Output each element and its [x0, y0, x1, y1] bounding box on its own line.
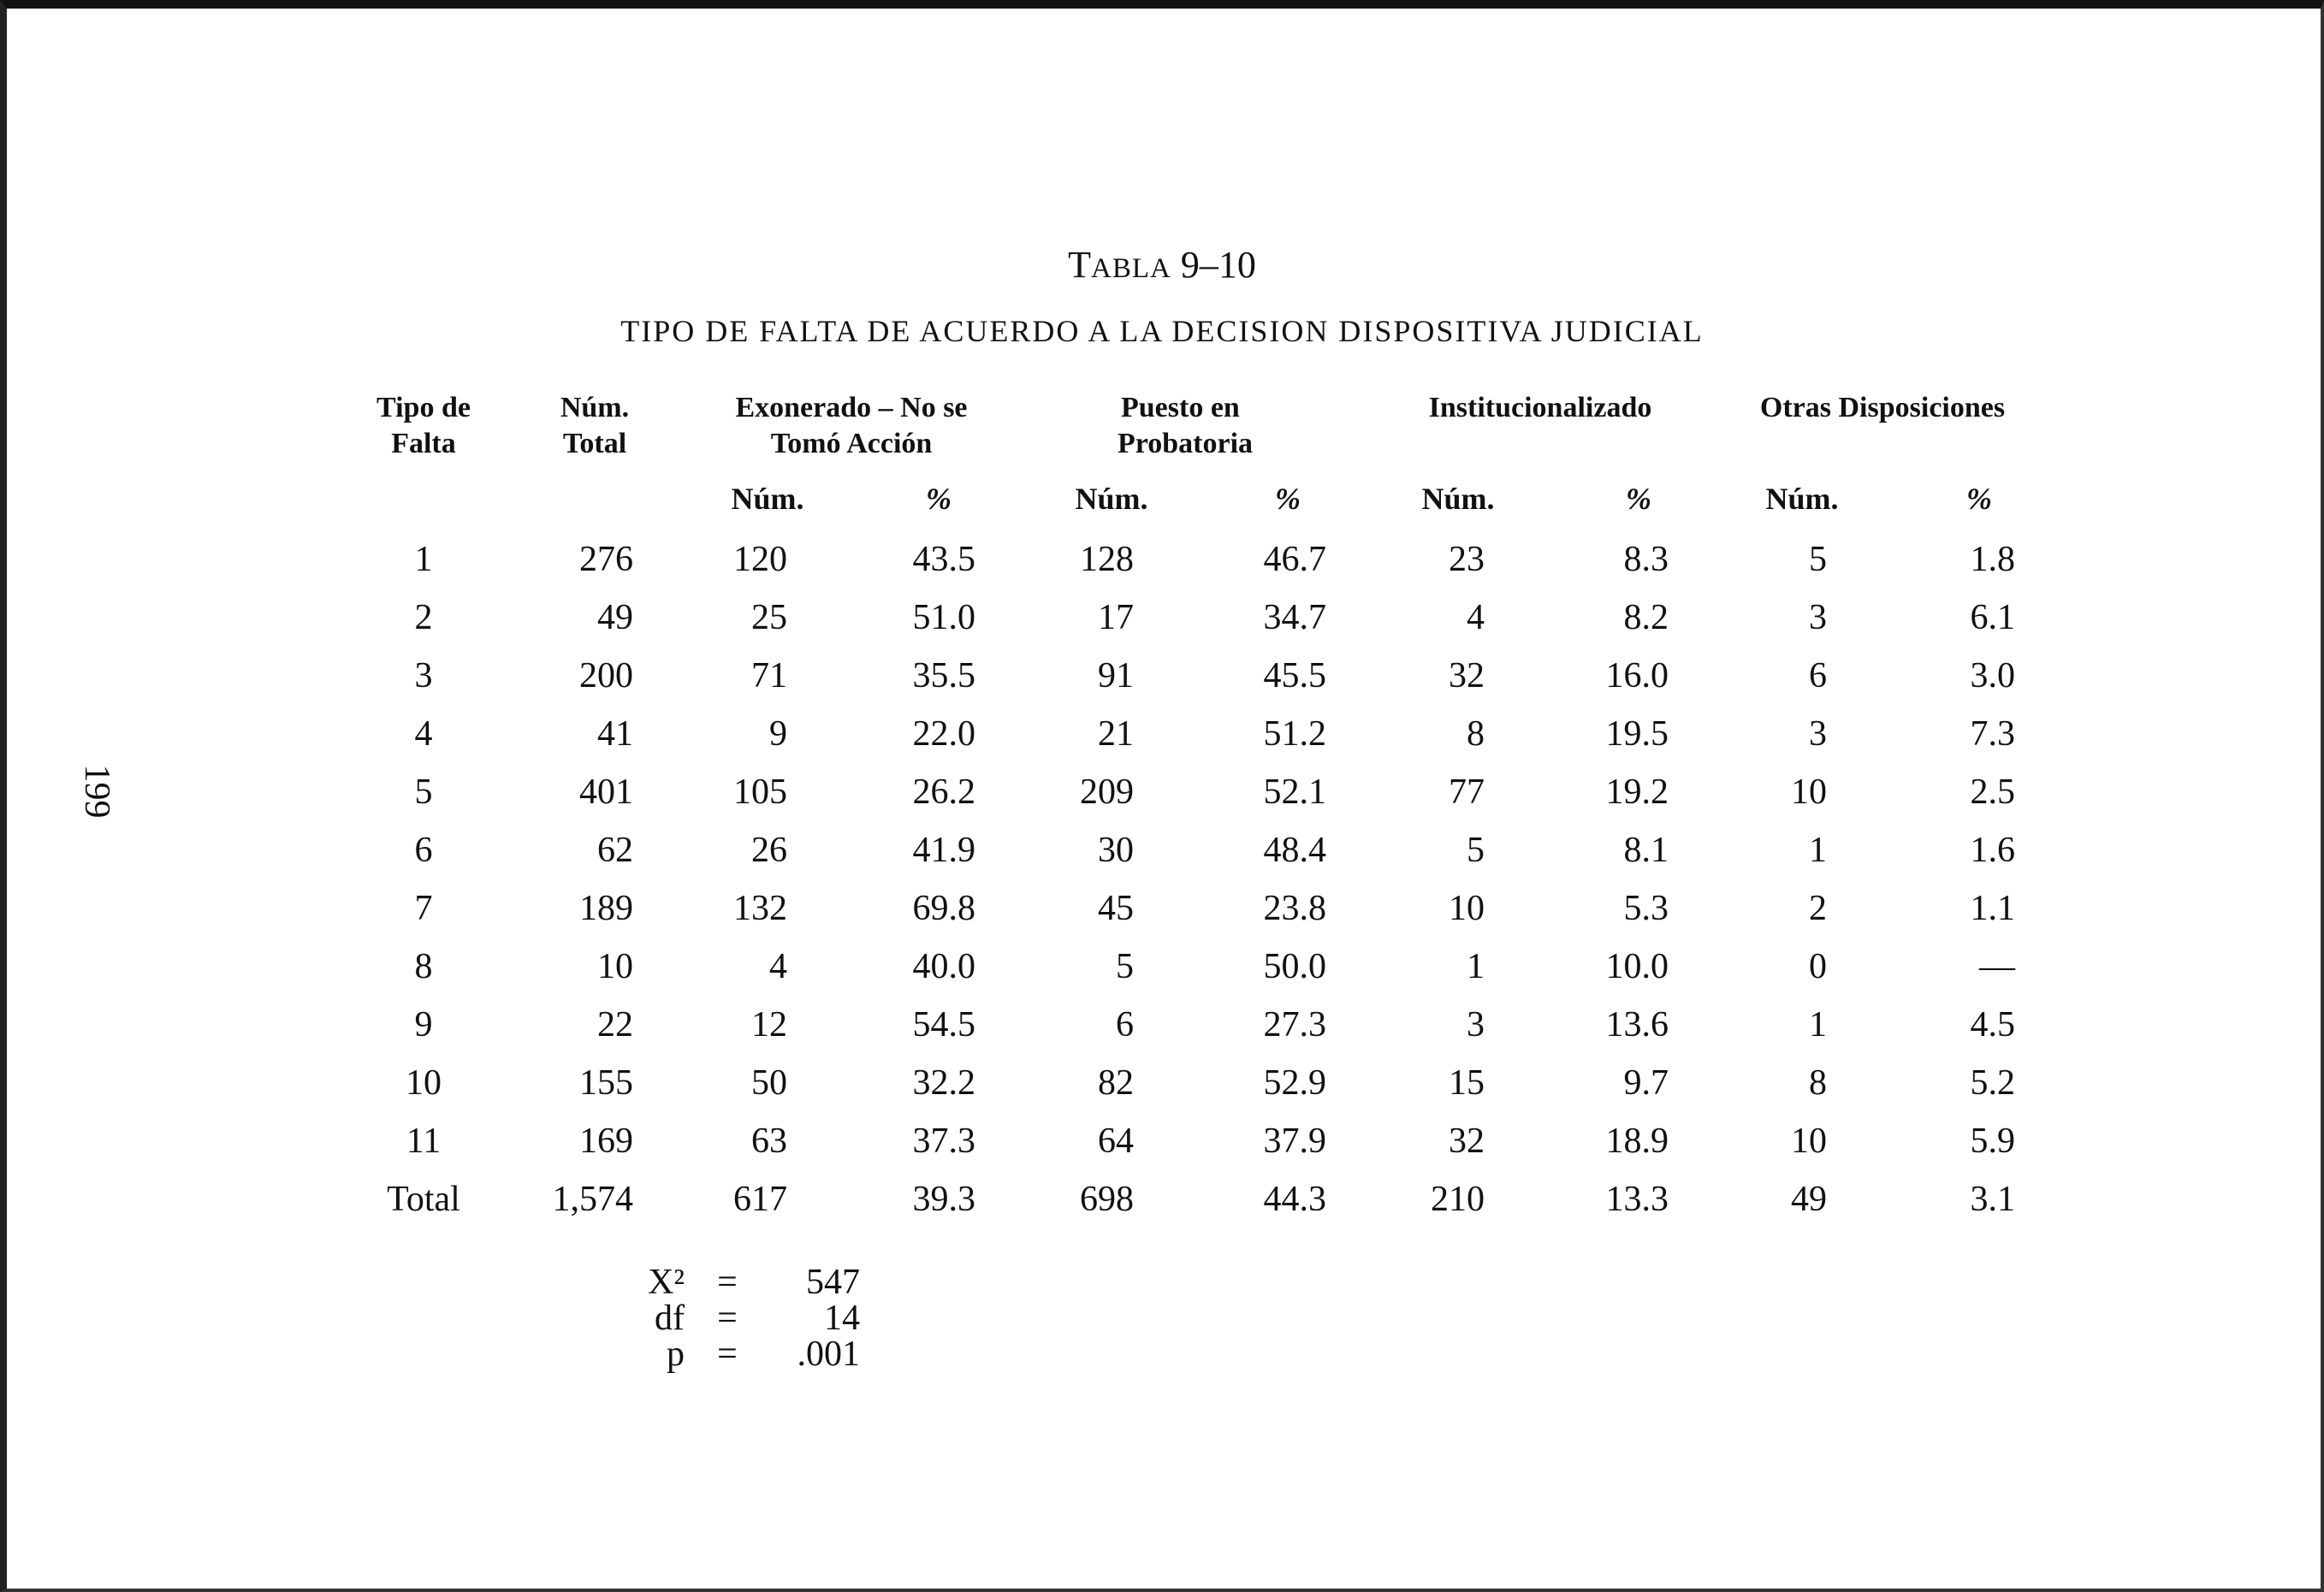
- cell-institucionalizado-pct: 5.3: [1623, 889, 1669, 928]
- subheader-institucionalizado-pct: %: [1626, 482, 1651, 516]
- stat-equals: =: [717, 1299, 738, 1338]
- cell-probatoria-pct: 23.8: [1263, 889, 1326, 928]
- cell-total: 41: [597, 714, 633, 754]
- cell-exonerado-pct: 51.0: [912, 598, 975, 637]
- cell-otras-pct: 1.6: [1970, 831, 2015, 870]
- title-prefix-rest: ABLA: [1091, 253, 1171, 284]
- cell-exonerado-pct: 40.0: [912, 947, 975, 986]
- cell-otras-pct: —: [1979, 947, 2015, 986]
- cell-total: 22: [597, 1005, 633, 1045]
- table-row: [0, 592, 2324, 643]
- table-row: [0, 883, 2324, 934]
- cell-exonerado-pct: 54.5: [912, 1005, 975, 1045]
- cell-otras-num: 49: [1791, 1180, 1827, 1219]
- cell-institucionalizado-num: 3: [1467, 1005, 1485, 1045]
- cell-otras-num: 6: [1809, 656, 1827, 695]
- cell-probatoria-pct: 44.3: [1263, 1180, 1326, 1219]
- subheader-probatoria-num: Núm.: [1075, 482, 1148, 516]
- cell-tipo: 6: [414, 831, 433, 870]
- header-line: Tomó Acción: [770, 428, 933, 459]
- cell-exonerado-pct: 39.3: [912, 1180, 975, 1219]
- cell-exonerado-num: 26: [751, 831, 787, 870]
- cell-probatoria-num: 21: [1098, 714, 1134, 754]
- stat-label: p: [667, 1335, 685, 1374]
- stat-equals: =: [717, 1335, 738, 1374]
- cell-institucionalizado-num: 15: [1449, 1063, 1485, 1103]
- cell-probatoria-num: 30: [1098, 831, 1134, 870]
- cell-institucionalizado-num: 23: [1449, 540, 1485, 579]
- cell-exonerado-pct: 32.2: [912, 1063, 975, 1103]
- cell-exonerado-pct: 22.0: [912, 714, 975, 754]
- stats-block: [599, 1264, 881, 1376]
- subheader-exonerado-num: Núm.: [731, 482, 804, 516]
- cell-probatoria-pct: 51.2: [1263, 714, 1326, 754]
- cell-tipo: 5: [414, 772, 433, 812]
- cell-exonerado-num: 50: [751, 1063, 787, 1103]
- subheader-institucionalizado-num: Núm.: [1421, 482, 1495, 516]
- cell-exonerado-num: 132: [733, 889, 787, 928]
- cell-probatoria-pct: 48.4: [1263, 831, 1326, 870]
- cell-exonerado-pct: 37.3: [912, 1122, 975, 1161]
- cell-probatoria-pct: 34.7: [1263, 598, 1326, 637]
- cell-exonerado-num: 105: [733, 772, 787, 812]
- cell-probatoria-num: 6: [1116, 1005, 1134, 1045]
- stat-p: [599, 1336, 881, 1372]
- table-row-total: [0, 1174, 2324, 1225]
- cell-institucionalizado-pct: 9.7: [1623, 1063, 1669, 1103]
- cell-institucionalizado-num: 8: [1467, 714, 1485, 754]
- cell-tipo: 11: [406, 1122, 442, 1161]
- table-row: [0, 708, 2324, 760]
- cell-probatoria-num: 82: [1098, 1063, 1134, 1103]
- table-row: [0, 534, 2324, 585]
- cell-institucionalizado-num: 210: [1431, 1180, 1485, 1219]
- cell-institucionalizado-pct: 19.2: [1605, 772, 1669, 812]
- cell-probatoria-pct: 27.3: [1263, 1005, 1326, 1045]
- subheader-otras-num: Núm.: [1765, 482, 1839, 516]
- stat-value: 547: [806, 1263, 860, 1302]
- cell-exonerado-num: 120: [733, 540, 787, 579]
- cell-probatoria-num: 45: [1098, 889, 1134, 928]
- cell-exonerado-pct: 69.8: [912, 889, 975, 928]
- subheader-probatoria-pct: %: [1275, 482, 1301, 516]
- table-title: [0, 240, 2324, 291]
- cell-exonerado-pct: 41.9: [912, 831, 975, 870]
- cell-institucionalizado-pct: 13.6: [1605, 1005, 1669, 1045]
- cell-probatoria-pct: 46.7: [1263, 540, 1326, 579]
- title-number: 9–10: [1180, 244, 1256, 286]
- cell-otras-pct: 7.3: [1970, 714, 2015, 754]
- cell-total: 276: [579, 540, 633, 579]
- header-line: Núm.: [560, 392, 630, 423]
- stat-equals: =: [717, 1263, 738, 1302]
- table-row: [0, 1057, 2324, 1109]
- header-line: Falta: [391, 428, 456, 459]
- cell-probatoria-pct: 52.9: [1263, 1063, 1326, 1103]
- table-row: [0, 825, 2324, 876]
- table-row: [0, 766, 2324, 818]
- cell-institucionalizado-num: 10: [1449, 889, 1485, 928]
- cell-otras-num: 0: [1809, 947, 1827, 986]
- table-row: [0, 650, 2324, 701]
- cell-institucionalizado-pct: 19.5: [1605, 714, 1669, 754]
- cell-exonerado-num: 63: [751, 1122, 787, 1161]
- cell-probatoria-pct: 45.5: [1263, 656, 1326, 695]
- page-number: 199: [77, 764, 116, 819]
- cell-otras-num: 2: [1809, 889, 1827, 928]
- cell-otras-num: 5: [1809, 540, 1827, 579]
- cell-otras-pct: 2.5: [1970, 772, 2015, 812]
- cell-otras-num: 10: [1791, 1122, 1827, 1161]
- cell-institucionalizado-pct: 16.0: [1605, 656, 1669, 695]
- cell-exonerado-pct: 35.5: [912, 656, 975, 695]
- cell-probatoria-num: 17: [1098, 598, 1134, 637]
- stat-df: [599, 1300, 881, 1336]
- cell-total: 200: [579, 656, 633, 695]
- cell-total: 62: [597, 831, 633, 870]
- cell-total: 189: [579, 889, 633, 928]
- table-row: [0, 999, 2324, 1050]
- cell-probatoria-num: 128: [1080, 540, 1134, 579]
- cell-exonerado-num: 71: [751, 656, 787, 695]
- cell-otras-pct: 4.5: [1970, 1005, 2015, 1045]
- stat-label: X²: [648, 1263, 685, 1302]
- cell-tipo: 2: [414, 598, 433, 637]
- cell-institucionalizado-num: 32: [1449, 656, 1485, 695]
- cell-probatoria-num: 5: [1116, 947, 1134, 986]
- cell-institucionalizado-pct: 8.1: [1623, 831, 1669, 870]
- cell-otras-num: 1: [1809, 831, 1827, 870]
- cell-total: 1,574: [552, 1180, 633, 1219]
- cell-otras-pct: 5.9: [1970, 1122, 2015, 1161]
- cell-total: 10: [597, 947, 633, 986]
- cell-exonerado-num: 4: [769, 947, 787, 986]
- header-tipo-de-falta: [342, 390, 505, 462]
- cell-institucionalizado-num: 4: [1467, 598, 1485, 637]
- stat-value: .001: [797, 1335, 860, 1374]
- cell-otras-num: 8: [1809, 1063, 1827, 1103]
- header-probatoria: [1118, 390, 1374, 462]
- cell-exonerado-num: 12: [751, 1005, 787, 1045]
- subheader-exonerado-pct: %: [926, 482, 952, 516]
- header-num-total: [513, 390, 676, 462]
- cell-total: 49: [597, 598, 633, 637]
- cell-exonerado-num: 617: [733, 1180, 787, 1219]
- stat-label: df: [655, 1299, 685, 1338]
- header-otras-disposiciones: [1728, 390, 2036, 426]
- cell-tipo: 10: [406, 1063, 442, 1103]
- cell-tipo: 9: [414, 1005, 433, 1045]
- table-row: [0, 1116, 2324, 1167]
- cell-institucionalizado-pct: 8.2: [1623, 598, 1669, 637]
- cell-total: 169: [579, 1122, 633, 1161]
- header-line: Puesto en: [1121, 392, 1240, 423]
- cell-probatoria-num: 91: [1098, 656, 1134, 695]
- cell-institucionalizado-num: 5: [1467, 831, 1485, 870]
- header-line: Total: [562, 428, 627, 459]
- cell-institucionalizado-pct: 8.3: [1623, 540, 1669, 579]
- header-institucionalizado: [1386, 390, 1694, 426]
- subheader-otras-pct: %: [1966, 482, 1992, 516]
- cell-tipo: 4: [414, 714, 433, 754]
- cell-exonerado-pct: 43.5: [912, 540, 975, 579]
- header-line: Institucionalizado: [1428, 392, 1652, 423]
- cell-probatoria-num: 64: [1098, 1122, 1134, 1161]
- cell-institucionalizado-num: 77: [1449, 772, 1485, 812]
- header-line: Tipo de: [376, 392, 471, 423]
- header-line: Otras Disposiciones: [1759, 392, 2006, 423]
- cell-tipo: 8: [414, 947, 433, 986]
- cell-probatoria-pct: 50.0: [1263, 947, 1326, 986]
- cell-tipo: 3: [414, 656, 433, 695]
- cell-otras-num: 10: [1791, 772, 1827, 812]
- header-line: Exonerado – No se: [735, 392, 968, 423]
- cell-otras-pct: 1.1: [1970, 889, 2015, 928]
- cell-institucionalizado-pct: 13.3: [1605, 1180, 1669, 1219]
- stat-value: 14: [824, 1299, 860, 1338]
- cell-institucionalizado-num: 1: [1467, 947, 1485, 986]
- stat-chi-square: [599, 1264, 881, 1300]
- cell-probatoria-pct: 37.9: [1263, 1122, 1326, 1161]
- cell-tipo: Total: [387, 1180, 460, 1219]
- cell-exonerado-num: 9: [769, 714, 787, 754]
- header-exonerado: [685, 390, 1018, 462]
- cell-otras-pct: 1.8: [1970, 540, 2015, 579]
- cell-otras-pct: 5.2: [1970, 1063, 2015, 1103]
- title-prefix-cap: T: [1068, 244, 1092, 286]
- table-subtitle: TIPO DE FALTA DE ACUERDO A LA DECISION DISPOSITIVA JUDICIAL: [620, 314, 1704, 348]
- cell-otras-pct: 3.0: [1970, 656, 2015, 695]
- cell-probatoria-num: 698: [1080, 1180, 1134, 1219]
- cell-tipo: 1: [414, 540, 433, 579]
- cell-exonerado-num: 25: [751, 598, 787, 637]
- cell-total: 155: [579, 1063, 633, 1103]
- cell-probatoria-num: 209: [1080, 772, 1134, 812]
- cell-probatoria-pct: 52.1: [1263, 772, 1326, 812]
- cell-institucionalizado-num: 32: [1449, 1122, 1485, 1161]
- cell-total: 401: [579, 772, 633, 812]
- cell-otras-num: 1: [1809, 1005, 1827, 1045]
- cell-otras-pct: 3.1: [1970, 1180, 2015, 1219]
- cell-tipo: 7: [414, 889, 433, 928]
- table-row: [0, 941, 2324, 992]
- cell-institucionalizado-pct: 10.0: [1605, 947, 1669, 986]
- header-line: Probatoria: [1118, 428, 1254, 459]
- cell-otras-num: 3: [1809, 714, 1827, 754]
- cell-otras-pct: 6.1: [1970, 598, 2015, 637]
- cell-institucionalizado-pct: 18.9: [1605, 1122, 1669, 1161]
- cell-exonerado-pct: 26.2: [912, 772, 975, 812]
- cell-otras-num: 3: [1809, 598, 1827, 637]
